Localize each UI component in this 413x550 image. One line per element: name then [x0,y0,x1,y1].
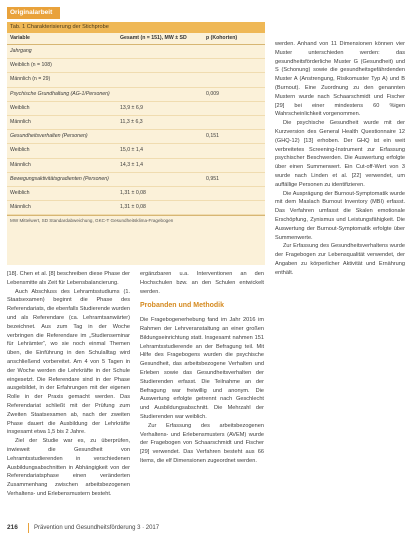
table-cell: Weiblich [10,104,30,111]
table-cell: 15,0 ± 1,4 [120,147,144,154]
table-cell [206,187,264,200]
table-row [7,45,265,59]
page-number: 216 [7,524,18,531]
table-footnote: MW Mittelwert, SD Standardabweichung, GKC-T Gesundheitsklima-Fragebogen [7,215,265,225]
table-row [7,59,265,73]
table-cell: Psychische Grundhaltung (AG-1/Personen) [10,90,110,97]
text-column-right [275,40,405,278]
journal-source: Prävention und Gesundheitsförderung 3 · 2017 [34,525,160,531]
table-cell [120,73,206,86]
table-cell [120,173,206,186]
table-cell [206,73,264,86]
paragraph: Die Fragebogenerhebung fand im Jahr 2016 im Rahmen der Lehrveranstaltung an einer großen Bildungseinrichtung statt. Insgesamt nahmen 151 Lehramtsstudierende an der Befragung teil. Mit Hilfe des Fragebogens wurden die psychische Gesundheit, das arbeitsbezogene Verhalten und Erleben sowie das Gesundheitsverhalten der Studierenden erfasst. Die Teilnahme an der Befragung war freiwillig und anonym. Die Auswertung erfolgte getrennt nach Geschlecht und Ausbildungsabschnitt. Die Mehrzahl der Studierenden war weiblich. [140,317,264,420]
table-row [7,116,265,130]
table-row [7,88,265,102]
table-cell: Bewegungsaktivitätsgradienten (Personen) [10,175,109,182]
table-cell: 11,3 ± 6,3 [120,118,143,125]
table-cell: Weiblich [10,189,30,196]
paragraph: Die Ausprägung der Burnout-Symptomatik wurde mit dem Maslach Burnout Inventory (MBI) erfasst. Das Verfahren umfasst die Skalen emotionale Erschöpfung, Zynismus und Leistungsfähigkeit. Die Auswertung der Burnout-Symptomatik erfolgte über Summenwerte. [275,190,405,241]
table-row [7,73,265,87]
table-cell: 0,951 [206,175,219,182]
paragraph: Zur Erfassung des arbeitsbezogenen Verhaltens- und Erlebensmusters (AVEM) wurde der Fragebogen von Schaarschmidt und Fischer [29] verwendet. Das Verfahren besteht aus 66 Items, die elf Dimensionen zugeordnet werden. [140,422,264,464]
table-cell: Weiblich (n = 108) [10,62,52,69]
table-header-cell: Gesamt (n = 151), MW ± SD [120,35,187,41]
characteristics-table [7,22,265,265]
text-column-middle [140,270,264,466]
paragraph: ergänzbaren u.a. Interventionen an den Hochschulen bzw. an den Schulen entwickelt werden. [140,271,264,295]
table-cell: Weiblich [10,147,30,154]
table-row [7,187,265,201]
table-cell: 13,9 ± 6,9 [120,104,144,111]
paragraph: werden. Anhand von 11 Dimensionen können vier Muster unterschieden werden: das gesundheitsförderliche Muster G (Gesundheit) und S (Schonung) sowie die gesundheitsgefährdenden Muster A (Anstrengung, Risikomuster Typ A) und B (Burnout). Eine Zuordnung zu den genannten Mustern wurde nach Schaarschmidt und Fischer [29] bei einer mindestens 60 %igen Wahrscheinlichkeit vorgenommen. [275,41,405,118]
table-cell [120,59,206,72]
page-footer [7,522,405,534]
table-cell: Männlich (n = 29) [10,76,51,83]
table-cell [120,45,206,58]
table-row [7,102,265,116]
table-cell: 14,3 ± 1,4 [120,161,144,168]
table-caption: Tab. 1 Charakterisierung der Stichprobe [7,22,265,33]
table-header-cell: p (Kohorten) [206,35,238,41]
table-cell: 1,31 ± 0,08 [120,189,146,196]
table-cell [120,88,206,101]
table-cell: 0,009 [206,90,219,97]
table-cell [120,130,206,143]
table-row [7,173,265,187]
table-cell: Männlich [10,204,31,211]
table-cell [206,59,264,72]
table-cell [206,201,264,214]
paragraph: Auch Abschluss des Lehramtsstudiums (1. Staatsexamen) beginnt die Phase des Referendariats, die ebenfalls Studierende wurden und als Referendare (ca. Lehramtsanwärter) bezeichnet. Aus zum Tag in der Woche verbringen die Referendare im „Studienseminar für Lehrämter“, wo sie noch einmal Themen üben, die Einführung in den Schulalltag wird anschließend vorbereitet. Am 4 von 5 Tagen in der Woche werden die Lehrkräfte in der Schule eingesetzt. Die Referendare sind in der Phase ausgebildet, in der Erfahrungen mit der eigenen Rolle in der Praxis gemacht werden. Das Referendariat schließt mit der Prüfung zum Zweiten Staatsexamen ab, nach der zweiten Phase dauert die Ausbildung der Lehrkräfte insgesamt etwa 1,5 bis 2 Jahre. [7,288,130,436]
table-cell [206,102,264,115]
text-column-left [7,270,130,499]
table-row [7,159,265,173]
paragraph: Ziel der Studie war es, zu überprüfen, inwieweit die Gesundheit von Lehramtsstudierenden in verschiedenen Ausbildungsabschnitten in Abhängigkeit von der Referendariatsphase einen veränderten Zusammenhang zwischen arbeitsbezogenen Verhaltens- und Erlebensmustern besteht. [7,438,130,497]
table-cell: Männlich [10,161,31,168]
footer-divider [28,523,29,533]
table-cell [206,45,264,58]
table-cell: Männlich [10,118,31,125]
table-row [7,130,265,144]
table-header-cell: Variable [10,35,30,41]
table-cell: 1,31 ± 0,08 [120,204,146,211]
table-body [7,45,265,215]
table-cell [206,116,264,129]
table-cell: 0,151 [206,133,219,140]
table-cell [206,144,264,157]
section-tag: Originalarbeit [7,7,60,19]
table-cell: Jahrgang [10,48,32,54]
paragraph: Zur Erfassung des Gesundheitsverhaltens wurde der Fragebogen zur Lebensqualität verwendet, der Angaben zu körperlicher Aktivität und Ernährung enthält. [275,243,405,276]
table-row [7,201,265,215]
table-header [7,33,265,45]
table-row [7,144,265,158]
table-cell [206,159,264,172]
paragraph: [18]. Chen et al. [8] beschreiben diese Phase der Lebensmitte als Zeit für Lebensbalancierung. [7,271,130,286]
section-heading: Probanden und Methodik [140,302,224,310]
table-cell: Gesundheitsverhalten (Personen) [10,133,88,140]
paragraph: Die psychische Gesundheit wurde mit der Kurzversion des General Health Questionnaire 12 (GHQ-12) [13] erhoben. Der GHQ ist ein weit verbreitetes Screening-Instrument zur Erfassung psychischer Beschwerden. Die Auswertung erfolgte über einen Summenwert. Ein Cut-off-Wert von 3 wurde nach Linden et al. [22] verwendet, um auffällige Personen zu identifizieren. [275,120,405,188]
